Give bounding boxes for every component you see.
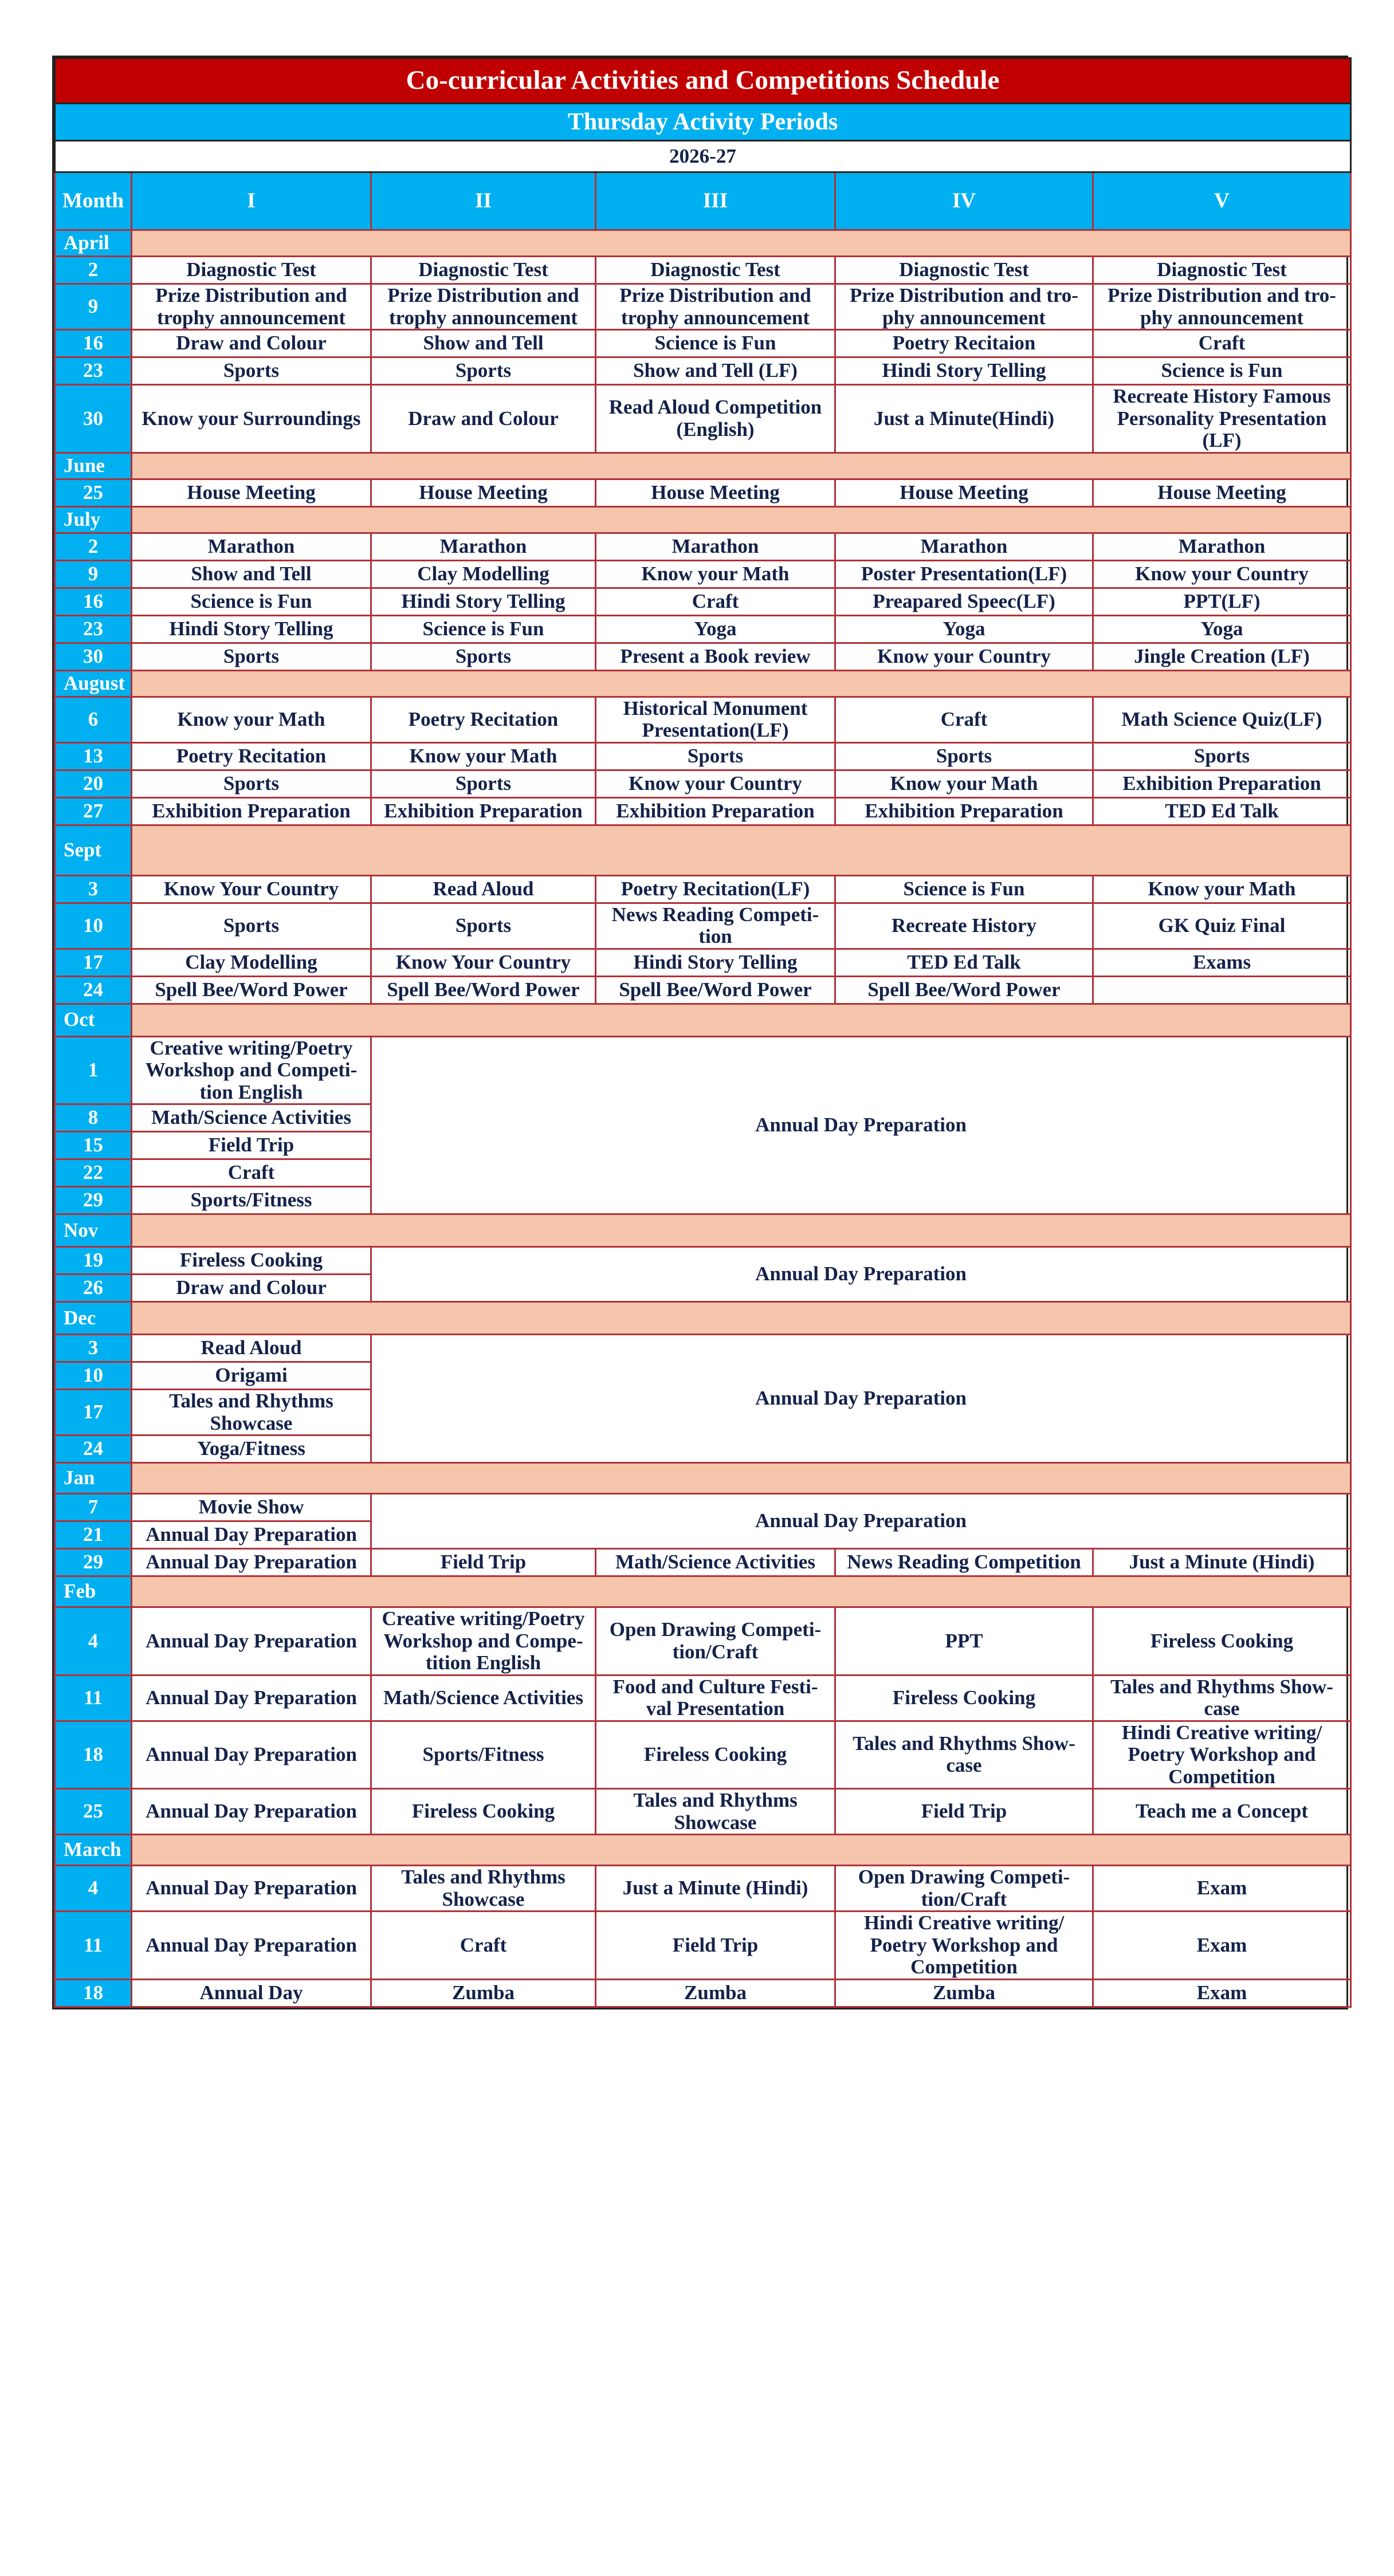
activity-cell: Annual Day Preparation	[132, 1549, 371, 1576]
schedule-row	[55, 1866, 1351, 1912]
activity-cell: Read Aloud	[132, 1335, 371, 1362]
academic-year: 2026-27	[55, 141, 1351, 172]
activity-cell: Origami	[132, 1362, 371, 1390]
activity-cell: Math/Science Activities	[596, 1549, 835, 1576]
date-cell: 17	[55, 1390, 132, 1436]
month-row-feb	[55, 1576, 1351, 1607]
activity-cell: Diagnostic Test	[1093, 257, 1351, 284]
activity-cell: Field Trip	[371, 1549, 596, 1576]
month-row-august	[55, 670, 1351, 697]
activity-cell: Zumba	[371, 1979, 596, 2007]
activity-cell: Annual Day Preparation	[132, 1789, 371, 1835]
schedule-row	[55, 357, 1351, 385]
activity-cell: Diagnostic Test	[835, 257, 1093, 284]
date-cell: 13	[55, 742, 132, 770]
activity-cell: Sports	[371, 357, 596, 385]
schedule-row	[55, 1979, 1351, 2007]
activity-cell: Sports	[371, 770, 596, 797]
activity-cell: Jingle Creation (LF)	[1093, 643, 1351, 670]
month-band	[132, 825, 1351, 875]
date-cell: 18	[55, 1979, 132, 2007]
activity-cell: Know your Math	[596, 560, 835, 588]
activity-cell: House Meeting	[1093, 479, 1351, 506]
activity-cell: Know your Math	[835, 770, 1093, 797]
activity-cell: Know your Country	[1093, 560, 1351, 588]
date-cell: 23	[55, 357, 132, 385]
date-cell: 30	[55, 643, 132, 670]
activity-cell: Prize Distribution and tro-phy announcement	[1093, 284, 1351, 330]
activity-cell: Hindi Story Telling	[835, 357, 1093, 385]
activity-cell: Science is Fun	[371, 615, 596, 643]
date-cell: 3	[55, 875, 132, 903]
schedule-row	[55, 875, 1351, 903]
activity-cell: Sports	[132, 643, 371, 670]
activity-cell: Tales and Rhythms Show-case	[1093, 1675, 1351, 1721]
activity-cell: Diagnostic Test	[371, 257, 596, 284]
month-row-jan	[55, 1463, 1351, 1494]
activity-cell: Exhibition Preparation	[596, 797, 835, 825]
month-row-july	[55, 506, 1351, 533]
schedule-row	[55, 643, 1351, 670]
activity-cell: TED Ed Talk	[1093, 797, 1351, 825]
activity-cell: Clay Modelling	[132, 949, 371, 976]
date-cell: 25	[55, 1789, 132, 1835]
activity-cell: Spell Bee/Word Power	[835, 976, 1093, 1004]
activity-cell: House Meeting	[835, 479, 1093, 506]
schedule-subtitle: Thursday Activity Periods	[55, 104, 1351, 141]
month-label: August	[55, 670, 132, 697]
schedule-row	[55, 1675, 1351, 1721]
header-group-3: III	[596, 172, 835, 230]
activity-cell: Recreate History	[835, 903, 1093, 949]
activity-cell: Show and Tell (LF)	[596, 357, 835, 385]
month-label: Sept	[55, 825, 132, 875]
schedule-sheet	[52, 56, 1348, 2009]
schedule-row	[55, 903, 1351, 949]
schedule-row	[55, 533, 1351, 560]
merged-activity-cell: Annual Day Preparation	[371, 1247, 1351, 1302]
activity-cell: Read Aloud Competition (English)	[596, 385, 835, 453]
header-group-5: V	[1093, 172, 1351, 230]
activity-cell: Hindi Creative writing/ Poetry Workshop and Competition	[835, 1912, 1093, 1980]
activity-cell: Prize Distribution and trophy announcement	[596, 284, 835, 330]
activity-cell: Sports	[371, 643, 596, 670]
month-band	[132, 670, 1351, 697]
activity-cell: GK Quiz Final	[1093, 903, 1351, 949]
activity-cell: Sports	[132, 357, 371, 385]
month-label: Jan	[55, 1463, 132, 1494]
activity-cell: Diagnostic Test	[596, 257, 835, 284]
activity-cell: Present a Book review	[596, 643, 835, 670]
activity-cell: News Reading Competi-tion	[596, 903, 835, 949]
activity-cell: Food and Culture Festi-val Presentation	[596, 1675, 835, 1721]
activity-cell: Field Trip	[596, 1912, 835, 1980]
date-cell: 24	[55, 1436, 132, 1463]
activity-cell: Exams	[1093, 949, 1351, 976]
month-row-april	[55, 230, 1351, 257]
activity-cell: Science is Fun	[132, 588, 371, 615]
date-cell: 10	[55, 903, 132, 949]
activity-cell: House Meeting	[371, 479, 596, 506]
schedule-row	[55, 797, 1351, 825]
activity-cell: Know Your Country	[132, 875, 371, 903]
month-band	[132, 1302, 1351, 1335]
activity-cell: Poster Presentation(LF)	[835, 560, 1093, 588]
date-cell: 2	[55, 257, 132, 284]
activity-cell: Sports	[1093, 742, 1351, 770]
activity-cell: Science is Fun	[596, 330, 835, 357]
activity-cell: Just a Minute (Hindi)	[596, 1866, 835, 1912]
date-cell: 4	[55, 1866, 132, 1912]
activity-cell: Annual Day	[132, 1979, 371, 2007]
activity-cell: Know your Country	[835, 643, 1093, 670]
month-band	[132, 1835, 1351, 1866]
date-cell: 29	[55, 1549, 132, 1576]
activity-cell: Prize Distribution and trophy announcement	[132, 284, 371, 330]
activity-cell: Prize Distribution and tro-phy announcement	[835, 284, 1093, 330]
schedule-body	[55, 58, 1351, 2007]
schedule-row	[55, 1494, 1351, 1521]
activity-cell: Prize Distribution and trophy announcement	[371, 284, 596, 330]
date-cell: 8	[55, 1104, 132, 1132]
activity-cell: Teach me a Concept	[1093, 1789, 1351, 1835]
month-band	[132, 230, 1351, 257]
header-month: Month	[55, 172, 132, 230]
schedule-row	[55, 1036, 1351, 1104]
date-cell: 23	[55, 615, 132, 643]
schedule-table	[54, 57, 1352, 2008]
date-cell: 26	[55, 1275, 132, 1302]
activity-cell: Craft	[596, 588, 835, 615]
date-cell: 11	[55, 1675, 132, 1721]
month-band	[132, 1463, 1351, 1494]
activity-cell: Show and Tell	[371, 330, 596, 357]
schedule-row	[55, 1721, 1351, 1789]
activity-cell: Sports	[132, 903, 371, 949]
activity-cell: Annual Day Preparation	[132, 1866, 371, 1912]
schedule-row	[55, 479, 1351, 506]
month-label: June	[55, 453, 132, 479]
date-cell: 16	[55, 588, 132, 615]
date-cell: 9	[55, 560, 132, 588]
month-row-dec	[55, 1302, 1351, 1335]
activity-cell: Sports	[132, 770, 371, 797]
schedule-row	[55, 770, 1351, 797]
activity-cell: Tales and Rhythms Showcase	[596, 1789, 835, 1835]
date-cell: 21	[55, 1521, 132, 1549]
header-group-1: I	[132, 172, 371, 230]
activity-cell: Fireless Cooking	[132, 1247, 371, 1275]
activity-cell: Craft	[835, 697, 1093, 742]
activity-cell: Hindi Story Telling	[371, 588, 596, 615]
activity-cell: Know your Math	[371, 742, 596, 770]
merged-activity-cell: Annual Day Preparation	[371, 1494, 1351, 1549]
month-band	[132, 506, 1351, 533]
activity-cell: Spell Bee/Word Power	[371, 976, 596, 1004]
activity-cell: Exam	[1093, 1979, 1351, 2007]
date-cell: 10	[55, 1362, 132, 1390]
activity-cell: Craft	[1093, 330, 1351, 357]
date-cell: 1	[55, 1036, 132, 1104]
activity-cell: Fireless Cooking	[835, 1675, 1093, 1721]
month-label: Feb	[55, 1576, 132, 1607]
activity-cell: Yoga/Fitness	[132, 1436, 371, 1463]
activity-cell: Hindi Story Telling	[596, 949, 835, 976]
activity-cell: Marathon	[835, 533, 1093, 560]
activity-cell: Annual Day Preparation	[132, 1675, 371, 1721]
activity-cell: Open Drawing Competi-tion/Craft	[596, 1607, 835, 1676]
activity-cell: TED Ed Talk	[835, 949, 1093, 976]
activity-cell: Show and Tell	[132, 560, 371, 588]
date-cell: 6	[55, 697, 132, 742]
date-cell: 3	[55, 1335, 132, 1362]
activity-cell: Movie Show	[132, 1494, 371, 1521]
activity-cell: Annual Day Preparation	[132, 1607, 371, 1676]
date-cell: 18	[55, 1721, 132, 1789]
activity-cell: Math Science Quiz(LF)	[1093, 697, 1351, 742]
activity-cell: PPT	[835, 1607, 1093, 1676]
activity-cell: Annual Day Preparation	[132, 1521, 371, 1549]
date-cell: 16	[55, 330, 132, 357]
activity-cell: Field Trip	[835, 1789, 1093, 1835]
month-row-march	[55, 1835, 1351, 1866]
merged-activity-cell: Annual Day Preparation	[371, 1036, 1351, 1214]
date-cell: 20	[55, 770, 132, 797]
activity-cell: Marathon	[596, 533, 835, 560]
activity-cell: Know your Math	[132, 697, 371, 742]
activity-cell: Math/Science Activities	[132, 1104, 371, 1132]
activity-cell: Just a Minute (Hindi)	[1093, 1549, 1351, 1576]
activity-cell: Fireless Cooking	[596, 1721, 835, 1789]
date-cell: 24	[55, 976, 132, 1004]
activity-cell: Exhibition Preparation	[1093, 770, 1351, 797]
month-band	[132, 1576, 1351, 1607]
schedule-row	[55, 588, 1351, 615]
activity-cell: Yoga	[1093, 615, 1351, 643]
activity-cell: Fireless Cooking	[1093, 1607, 1351, 1676]
month-label: April	[55, 230, 132, 257]
activity-cell: House Meeting	[596, 479, 835, 506]
activity-cell: Sports	[835, 742, 1093, 770]
date-cell: 27	[55, 797, 132, 825]
activity-cell: Spell Bee/Word Power	[132, 976, 371, 1004]
activity-cell: Poetry Recitation	[132, 742, 371, 770]
schedule-row	[55, 1912, 1351, 1980]
month-row-nov	[55, 1214, 1351, 1247]
activity-cell: Zumba	[835, 1979, 1093, 2007]
schedule-row	[55, 560, 1351, 588]
schedule-row	[55, 385, 1351, 453]
activity-cell: Know your Country	[596, 770, 835, 797]
activity-cell: Exhibition Preparation	[835, 797, 1093, 825]
activity-cell: PPT(LF)	[1093, 588, 1351, 615]
schedule-row	[55, 284, 1351, 330]
activity-cell: Hindi Creative writing/ Poetry Workshop and Competition	[1093, 1721, 1351, 1789]
activity-cell: Exhibition Preparation	[132, 797, 371, 825]
month-label: Dec	[55, 1302, 132, 1335]
date-cell: 4	[55, 1607, 132, 1676]
activity-cell: Fireless Cooking	[371, 1789, 596, 1835]
activity-cell: Marathon	[371, 533, 596, 560]
activity-cell: Draw and Colour	[371, 385, 596, 453]
schedule-row	[55, 330, 1351, 357]
activity-cell: Field Trip	[132, 1132, 371, 1159]
month-band	[132, 1214, 1351, 1247]
header-group-2: II	[371, 172, 596, 230]
schedule-row	[55, 257, 1351, 284]
activity-cell: Preapared Speec(LF)	[835, 588, 1093, 615]
activity-cell: Poetry Recitaion	[835, 330, 1093, 357]
month-row-oct	[55, 1004, 1351, 1036]
activity-cell: Marathon	[1093, 533, 1351, 560]
activity-cell: Know your Surroundings	[132, 385, 371, 453]
activity-cell: Spell Bee/Word Power	[596, 976, 835, 1004]
activity-cell: Tales and Rhythms Show-case	[835, 1721, 1093, 1789]
schedule-row	[55, 697, 1351, 742]
month-label: July	[55, 506, 132, 533]
activity-cell: Tales and Rhythms Showcase	[132, 1390, 371, 1436]
schedule-row	[55, 1335, 1351, 1362]
schedule-row	[55, 949, 1351, 976]
month-label: March	[55, 1835, 132, 1866]
date-cell: 7	[55, 1494, 132, 1521]
activity-cell: Hindi Story Telling	[132, 615, 371, 643]
schedule-row	[55, 1789, 1351, 1835]
date-cell: 17	[55, 949, 132, 976]
activity-cell: Sports	[596, 742, 835, 770]
activity-cell: Diagnostic Test	[132, 257, 371, 284]
schedule-row	[55, 1607, 1351, 1676]
activity-cell: Science is Fun	[1093, 357, 1351, 385]
activity-cell: Historical Monument Presentation(LF)	[596, 697, 835, 742]
activity-cell: Clay Modelling	[371, 560, 596, 588]
month-band	[132, 1004, 1351, 1036]
date-cell: 25	[55, 479, 132, 506]
activity-cell: Exhibition Preparation	[371, 797, 596, 825]
date-cell: 19	[55, 1247, 132, 1275]
activity-cell: Science is Fun	[835, 875, 1093, 903]
month-label: Oct	[55, 1004, 132, 1036]
activity-cell: Read Aloud	[371, 875, 596, 903]
column-header-row	[55, 172, 1351, 230]
date-cell: 29	[55, 1187, 132, 1214]
header-group-4: IV	[835, 172, 1093, 230]
activity-cell: Creative writing/Poetry Workshop and Competi-tion English	[132, 1036, 371, 1104]
month-row-june	[55, 453, 1351, 479]
schedule-row	[55, 1549, 1351, 1576]
activity-cell: Tales and Rhythms Showcase	[371, 1866, 596, 1912]
activity-cell: House Meeting	[132, 479, 371, 506]
month-label: Nov	[55, 1214, 132, 1247]
activity-cell: Craft	[132, 1159, 371, 1187]
activity-cell: Math/Science Activities	[371, 1675, 596, 1721]
activity-cell: News Reading Competition	[835, 1549, 1093, 1576]
date-cell: 15	[55, 1132, 132, 1159]
schedule-title: Co-curricular Activities and Competitions Schedule	[55, 58, 1351, 104]
activity-cell: Just a Minute(Hindi)	[835, 385, 1093, 453]
activity-cell: Poetry Recitation(LF)	[596, 875, 835, 903]
date-cell: 22	[55, 1159, 132, 1187]
schedule-row	[55, 1247, 1351, 1275]
activity-cell: Sports/Fitness	[371, 1721, 596, 1789]
activity-cell: Draw and Colour	[132, 330, 371, 357]
activity-cell: Exam	[1093, 1866, 1351, 1912]
date-cell: 2	[55, 533, 132, 560]
activity-cell: Creative writing/Poetry Workshop and Compe-tition English	[371, 1607, 596, 1676]
activity-cell: Exam	[1093, 1912, 1351, 1980]
activity-cell: Sports/Fitness	[132, 1187, 371, 1214]
activity-cell: Marathon	[132, 533, 371, 560]
activity-cell	[1093, 976, 1351, 1004]
activity-cell: Annual Day Preparation	[132, 1721, 371, 1789]
activity-cell: Know your Math	[1093, 875, 1351, 903]
date-cell: 11	[55, 1912, 132, 1980]
activity-cell: Know Your Country	[371, 949, 596, 976]
activity-cell: Open Drawing Competi-tion/Craft	[835, 1866, 1093, 1912]
month-row-sept	[55, 825, 1351, 875]
schedule-row	[55, 742, 1351, 770]
date-cell: 9	[55, 284, 132, 330]
activity-cell: Recreate History Famous Personality Presentation (LF)	[1093, 385, 1351, 453]
activity-cell: Annual Day Preparation	[132, 1912, 371, 1980]
merged-activity-cell: Annual Day Preparation	[371, 1335, 1351, 1463]
activity-cell: Sports	[371, 903, 596, 949]
activity-cell: Draw and Colour	[132, 1275, 371, 1302]
activity-cell: Yoga	[596, 615, 835, 643]
schedule-row	[55, 976, 1351, 1004]
activity-cell: Poetry Recitation	[371, 697, 596, 742]
activity-cell: Zumba	[596, 1979, 835, 2007]
activity-cell: Yoga	[835, 615, 1093, 643]
month-band	[132, 453, 1351, 479]
activity-cell: Craft	[371, 1912, 596, 1980]
date-cell: 30	[55, 385, 132, 453]
schedule-row	[55, 615, 1351, 643]
